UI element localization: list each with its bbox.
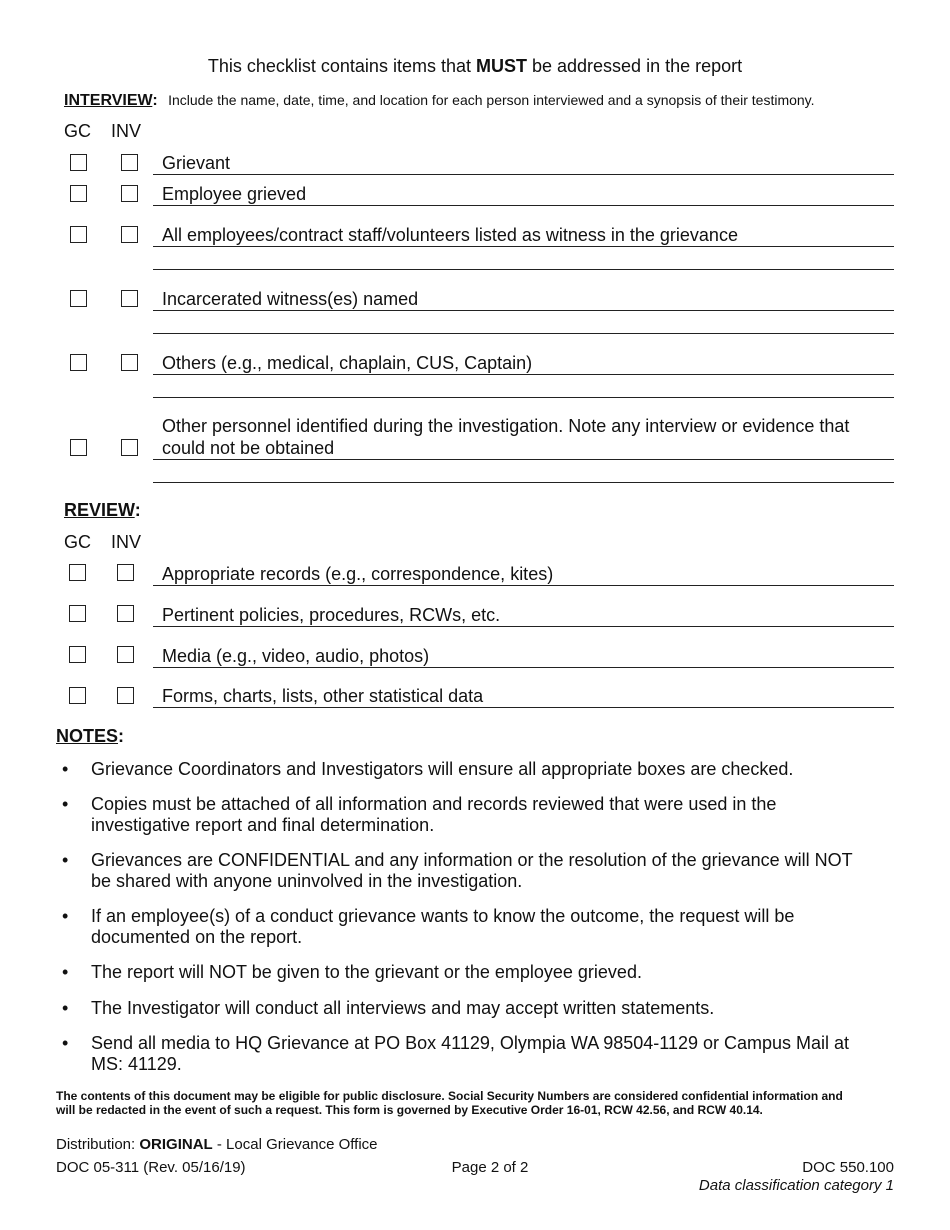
gc-checkbox-media[interactable] — [69, 646, 86, 663]
review-item-label: Media (e.g., video, audio, photos) — [162, 646, 430, 666]
note-item: Send all media to HQ Grievance at PO Box 41129, Olympia WA 98504-1129 or Campus Mail at MS: 41129. — [91, 1033, 850, 1074]
review-item-label: Pertinent policies, procedures, RCWs, etc. — [162, 605, 501, 625]
gc-checkbox-employee-grieved[interactable] — [70, 185, 87, 202]
note-item: The report will NOT be given to the grievant or the employee grieved. — [91, 962, 642, 982]
form-number: DOC 05-311 (Rev. 05/16/19) — [56, 1159, 246, 1176]
inv-checkbox-forms[interactable] — [117, 687, 134, 704]
answer-line — [153, 482, 894, 483]
inv-checkbox-other-personnel[interactable] — [121, 439, 138, 456]
answer-line — [153, 205, 894, 206]
note-item: Copies must be attached of all information and records reviewed that were used in the investigative report and final determination. — [91, 794, 777, 835]
interview-item-label: Incarcerated witness(es) named — [162, 289, 419, 309]
bullet-icon: • — [62, 794, 69, 814]
answer-line — [153, 374, 894, 375]
notes-heading-row: NOTES: — [56, 726, 125, 746]
interview-item-label-cont: could not be obtained — [162, 438, 335, 458]
note-item: If an employee(s) of a conduct grievance wants to know the outcome, the request will be documented on the report. — [91, 906, 795, 947]
answer-line — [153, 333, 894, 334]
review-heading-row: REVIEW: — [64, 500, 141, 520]
interview-heading-row: INTERVIEW: Include the name, date, time, and location for each person interviewed and a synopsis of their testimony. — [64, 92, 815, 109]
gc-checkbox-other-personnel[interactable] — [70, 439, 87, 456]
gc-checkbox-records[interactable] — [69, 564, 86, 581]
bullet-icon: • — [62, 998, 69, 1018]
bullet-icon: • — [62, 850, 69, 870]
interview-instruction: Include the name, date, time, and location for each person interviewed and a synopsis of their testimony. — [168, 92, 815, 108]
answer-line — [153, 667, 894, 668]
interview-item-label: Others (e.g., medical, chaplain, CUS, Captain) — [162, 353, 533, 373]
review-col-gc: GC — [64, 532, 91, 552]
page-number: Page 2 of 2 — [451, 1159, 529, 1176]
inv-checkbox-records[interactable] — [117, 564, 134, 581]
gc-checkbox-witnesses[interactable] — [70, 226, 87, 243]
inv-checkbox-employee-grieved[interactable] — [121, 185, 138, 202]
interview-col-gc: GC — [64, 121, 91, 141]
review-item-label: Appropriate records (e.g., correspondence, kites) — [162, 564, 554, 584]
intro-statement: This checklist contains items that MUST be addressed in the report — [207, 56, 743, 76]
answer-line — [153, 174, 894, 175]
review-item-label: Forms, charts, lists, other statistical data — [162, 686, 484, 706]
note-item: Grievance Coordinators and Investigators will ensure all appropriate boxes are checked. — [91, 759, 794, 779]
data-classification: Data classification category 1 — [698, 1177, 894, 1194]
review-col-inv: INV — [111, 532, 142, 552]
interview-item-label: All employees/contract staff/volunteers listed as witness in the grievance — [162, 225, 738, 245]
bullet-icon: • — [62, 759, 69, 779]
gc-checkbox-incarcerated-witness[interactable] — [70, 290, 87, 307]
answer-line — [153, 269, 894, 270]
policy-number: DOC 550.100 — [802, 1159, 894, 1176]
bullet-icon: • — [62, 906, 69, 926]
answer-line — [153, 310, 894, 311]
distribution: Distribution: ORIGINAL - Local Grievance Office — [56, 1136, 378, 1153]
bullet-icon: • — [62, 962, 69, 982]
interview-heading: INTERVIEW — [64, 92, 153, 109]
interview-col-inv: INV — [111, 121, 142, 141]
note-item: The Investigator will conduct all interviews and may accept written statements. — [91, 998, 715, 1018]
inv-checkbox-grievant[interactable] — [121, 154, 138, 171]
inv-checkbox-others[interactable] — [121, 354, 138, 371]
answer-line — [153, 707, 894, 708]
answer-line — [153, 246, 894, 247]
public-disclosure-notice: The contents of this document may be eligible for public disclosure. Social Security Numbers are considered confidential information and will be redacted in the event of such a request. This form is governed by Executive Order 16-01, RCW 42.56, and RCW 40.14. — [56, 1089, 843, 1117]
note-item: Grievances are CONFIDENTIAL and any information or the resolution of the grievance will NOT be shared with anyone uninvolved in the investigation. — [91, 850, 853, 891]
answer-line — [153, 626, 894, 627]
inv-checkbox-incarcerated-witness[interactable] — [121, 290, 138, 307]
notes-heading: NOTES — [56, 726, 119, 746]
inv-checkbox-media[interactable] — [117, 646, 134, 663]
bullet-icon: • — [62, 1033, 69, 1053]
answer-line — [153, 459, 894, 460]
gc-checkbox-others[interactable] — [70, 354, 87, 371]
inv-checkbox-policies[interactable] — [117, 605, 134, 622]
answer-line — [153, 397, 894, 398]
gc-checkbox-grievant[interactable] — [70, 154, 87, 171]
interview-item-label: Other personnel identified during the investigation. Note any interview or evidence that — [162, 416, 850, 436]
gc-checkbox-policies[interactable] — [69, 605, 86, 622]
answer-line — [153, 585, 894, 586]
intro-emphasis: MUST — [475, 56, 527, 76]
interview-item-label: Grievant — [162, 153, 231, 173]
gc-checkbox-forms[interactable] — [69, 687, 86, 704]
review-heading: REVIEW — [64, 500, 135, 520]
inv-checkbox-witnesses[interactable] — [121, 226, 138, 243]
interview-item-label: Employee grieved — [162, 184, 307, 204]
